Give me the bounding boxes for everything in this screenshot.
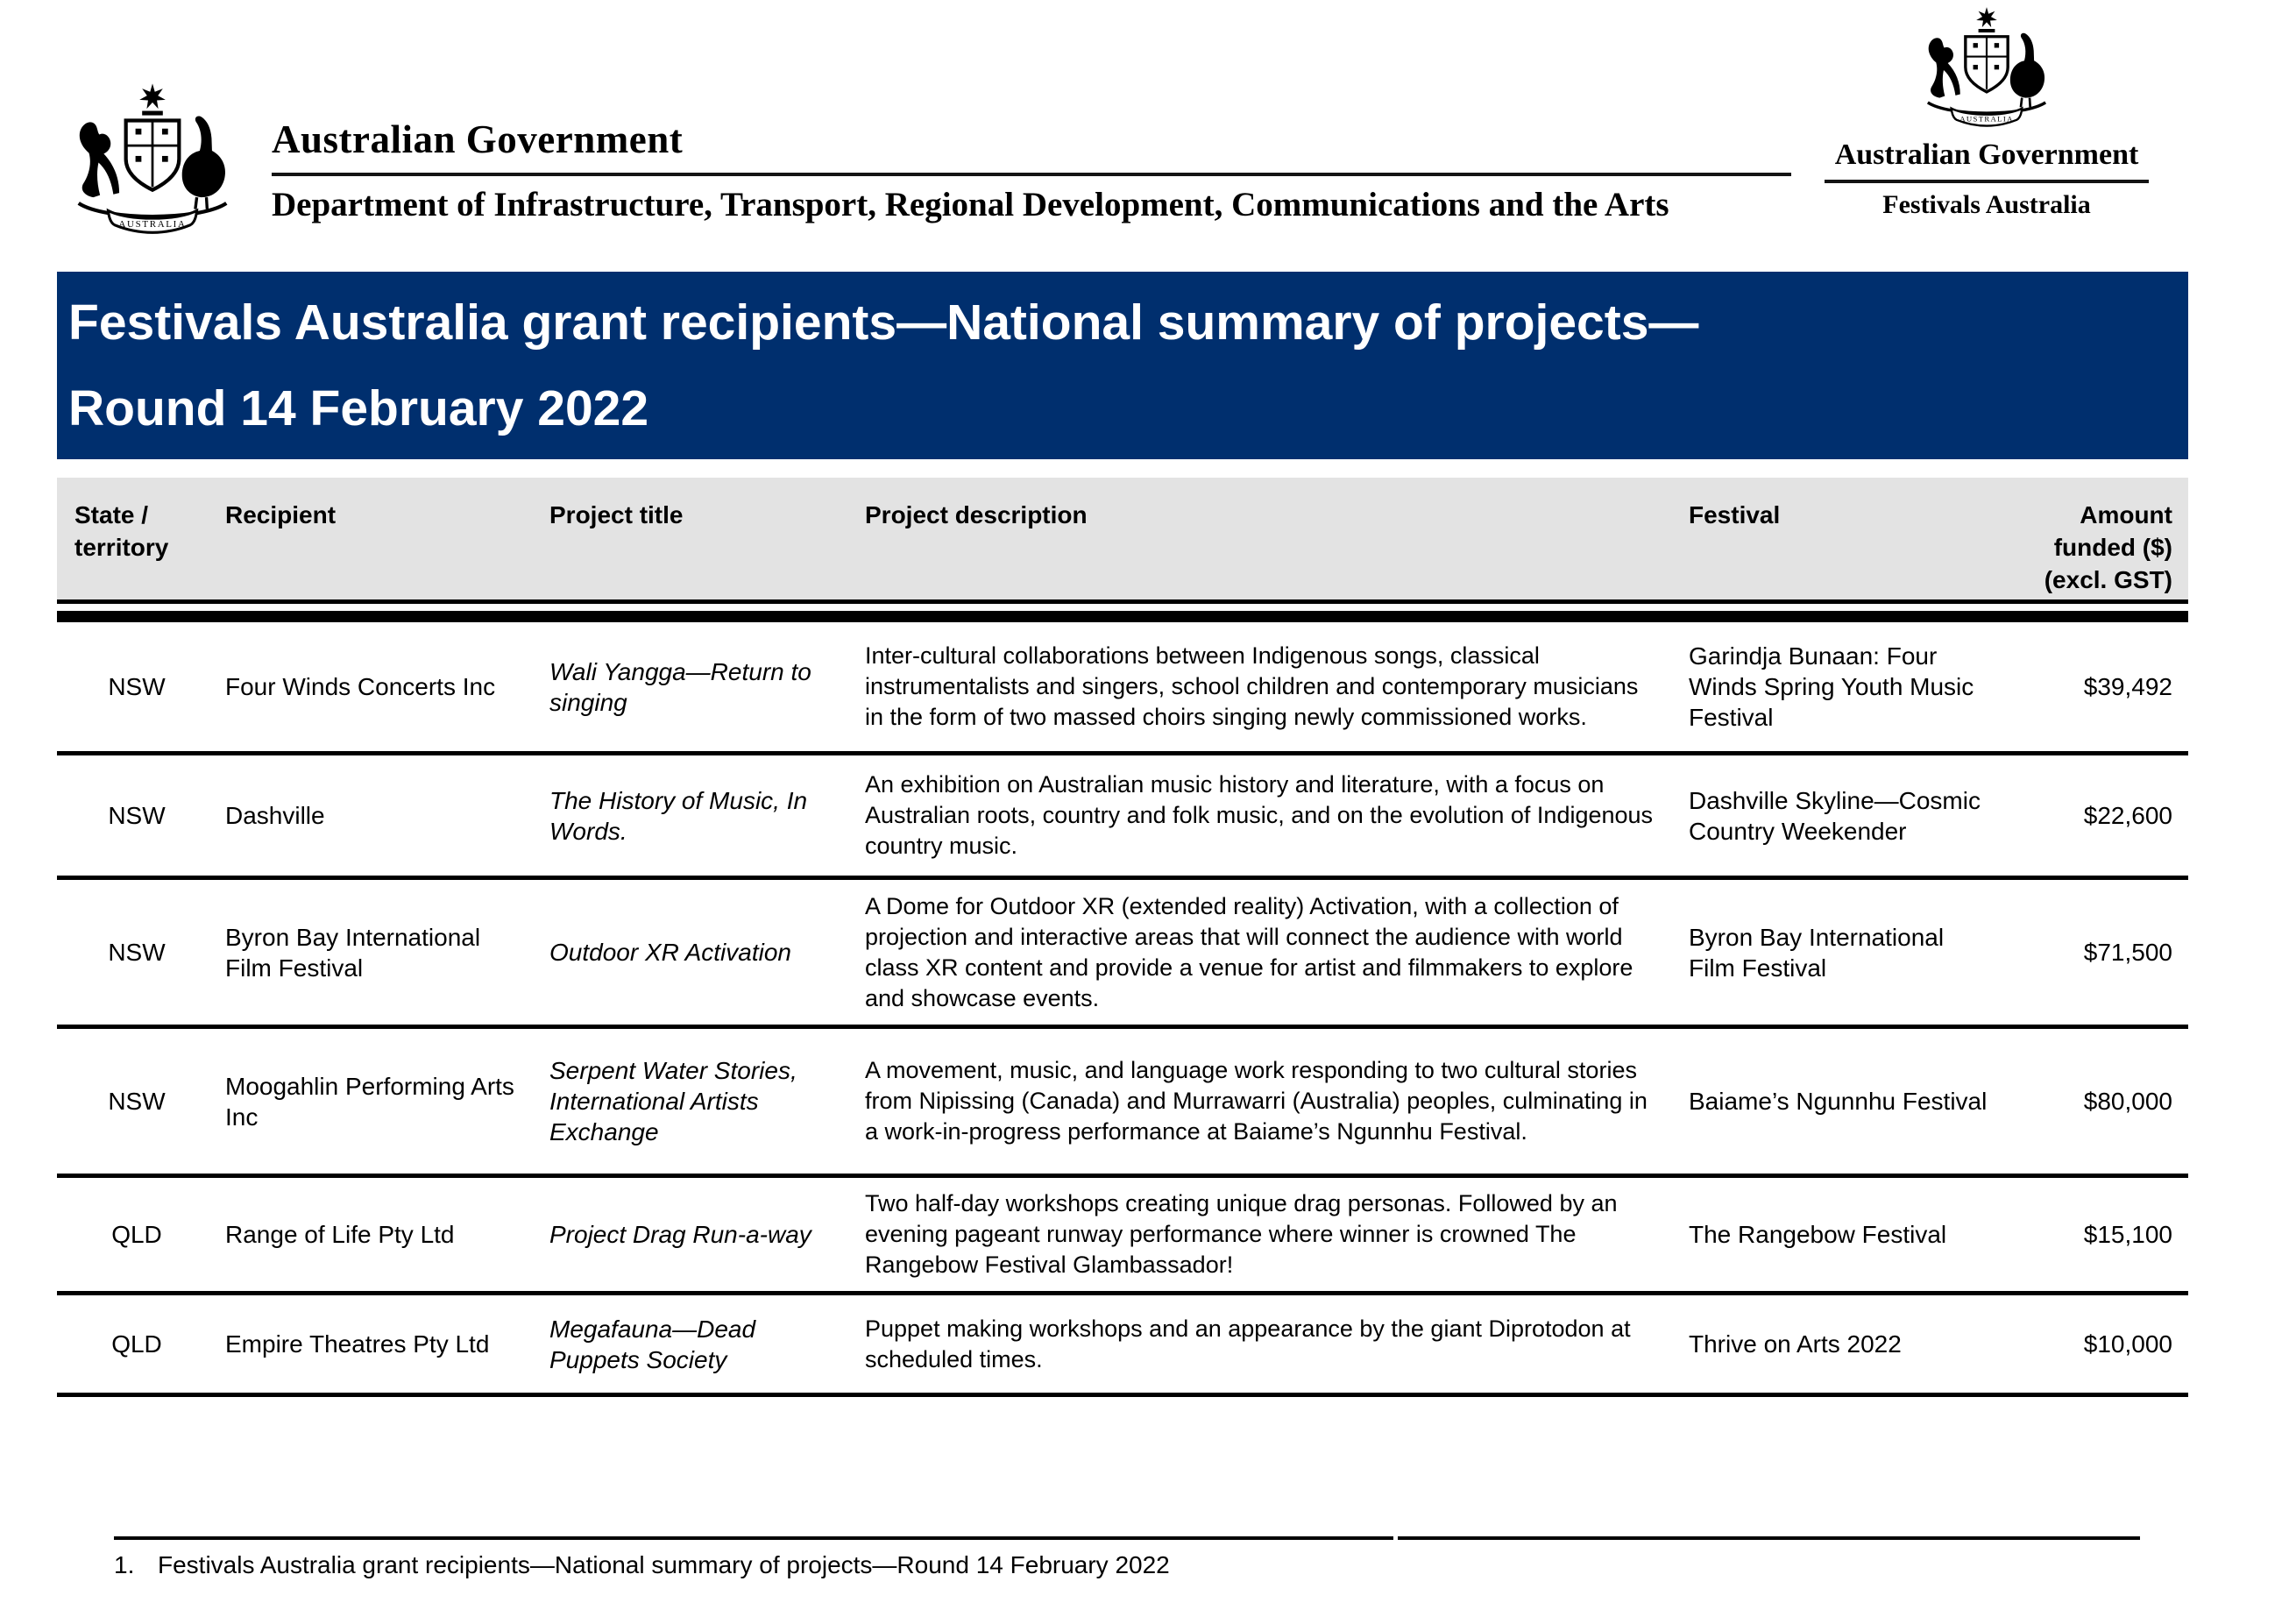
col-header-amount-funded: Amount funded ($) (excl. GST) bbox=[2039, 478, 2188, 602]
masthead-divider-line-right bbox=[1825, 180, 2149, 183]
cell-state: QLD bbox=[57, 1176, 225, 1294]
cell-festival: Dashville Skyline—Cosmic Country Weekender bbox=[1689, 754, 2039, 878]
table-row bbox=[57, 1027, 2188, 1176]
page-title-line2: Round 14 February 2022 bbox=[68, 380, 649, 436]
cell-recipient: Empire Theatres Pty Ltd bbox=[225, 1294, 549, 1395]
cell-project-description: A Dome for Outdoor XR (extended reality) Activation, with a collection of projection and interactive areas that will connect the audience with world class XR content and provide a venue for artist and filmmakers to explore and showcase events. bbox=[865, 878, 1689, 1027]
australian-coat-of-arms-icon bbox=[49, 79, 256, 242]
col-header-project-description: Project description bbox=[865, 478, 1689, 602]
cell-recipient: Moogahlin Performing Arts Inc bbox=[225, 1027, 549, 1176]
header-separator bbox=[57, 602, 2188, 617]
cell-project-description: An exhibition on Australian music history and literature, with a focus on Australian roots, country and folk music, and on the evolution of Indigenous country music. bbox=[865, 754, 1689, 878]
cell-state: NSW bbox=[57, 754, 225, 878]
table-row bbox=[57, 754, 2188, 878]
table-row bbox=[57, 878, 2188, 1027]
table-row bbox=[57, 1176, 2188, 1294]
footnote-text: Festivals Australia grant recipients—National summary of projects—Round 14 February 2022 bbox=[158, 1551, 1170, 1578]
cell-recipient: Range of Life Pty Ltd bbox=[225, 1176, 549, 1294]
grants-table bbox=[57, 478, 2188, 1397]
cell-project-title: Megafauna—Dead Puppets Society bbox=[549, 1294, 865, 1395]
masthead-divider-line bbox=[272, 173, 1791, 176]
table-row bbox=[57, 617, 2188, 754]
cell-state: QLD bbox=[57, 1294, 225, 1395]
cell-festival: Garindja Bunaan: Four Winds Spring Youth Music Festival bbox=[1689, 617, 2039, 754]
cell-amount: $10,000 bbox=[2039, 1294, 2188, 1395]
cell-amount: $39,492 bbox=[2039, 617, 2188, 754]
cell-festival: Baiame’s Ngunnhu Festival bbox=[1689, 1027, 2039, 1176]
cell-project-title: Wali Yangga—Return to singing bbox=[549, 617, 865, 754]
festivals-australia-masthead bbox=[1825, 4, 2149, 220]
footnote bbox=[114, 1536, 2140, 1580]
government-title-right: Australian Government bbox=[1834, 138, 2139, 171]
col-header-recipient: Recipient bbox=[225, 478, 549, 602]
cell-amount: $15,100 bbox=[2039, 1176, 2188, 1294]
footnote-separator bbox=[114, 1536, 2140, 1540]
cell-recipient: Byron Bay International Film Festival bbox=[225, 878, 549, 1027]
program-title: Festivals Australia bbox=[1882, 190, 2091, 219]
cell-state: NSW bbox=[57, 1027, 225, 1176]
cell-project-description: A movement, music, and language work responding to two cultural stories from Nipissing (Canada) and Murrawarri (Australia) peoples, culminating in a work-in-progress performance at Baiame’s Ngunnhu Festival. bbox=[865, 1027, 1689, 1176]
cell-amount: $71,500 bbox=[2039, 878, 2188, 1027]
table-header-row bbox=[57, 478, 2188, 602]
cell-project-description: Puppet making workshops and an appearance by the giant Diprotodon at scheduled times. bbox=[865, 1294, 1689, 1395]
cell-project-title: Project Drag Run-a-way bbox=[549, 1176, 865, 1294]
cell-festival: The Rangebow Festival bbox=[1689, 1176, 2039, 1294]
page-title-line1: Festivals Australia grant recipients—National summary of projects— bbox=[68, 294, 1699, 351]
col-header-project-title: Project title bbox=[549, 478, 865, 602]
cell-amount: $22,600 bbox=[2039, 754, 2188, 878]
department-title: Department of Infrastructure, Transport, Regional Development, Communications and the Arts bbox=[272, 186, 1669, 223]
table-row bbox=[57, 1294, 2188, 1395]
cell-project-title: Outdoor XR Activation bbox=[549, 878, 865, 1027]
cell-amount: $80,000 bbox=[2039, 1027, 2188, 1176]
col-header-festival: Festival bbox=[1689, 478, 2039, 602]
cell-state: NSW bbox=[57, 617, 225, 754]
title-banner bbox=[57, 272, 2188, 459]
australian-coat-of-arms-icon bbox=[1904, 4, 2069, 133]
cell-state: NSW bbox=[57, 878, 225, 1027]
cell-project-title: The History of Music, In Words. bbox=[549, 754, 865, 878]
cell-recipient: Dashville bbox=[225, 754, 549, 878]
cell-project-title: Serpent Water Stories, International Artists Exchange bbox=[549, 1027, 865, 1176]
cell-project-description: Inter-cultural collaborations between Indigenous songs, classical instrumentalists and singers, school children and contemporary musicians in the form of two massed choirs singing newly commissioned works. bbox=[865, 617, 1689, 754]
cell-recipient: Four Winds Concerts Inc bbox=[225, 617, 549, 754]
department-masthead bbox=[272, 117, 1791, 225]
col-header-state-territory: State / territory bbox=[57, 478, 225, 602]
footnote-number: 1. bbox=[114, 1551, 135, 1578]
cell-project-description: Two half-day workshops creating unique drag personas. Followed by an evening pageant runway performance where winner is crowned The Rangebow Festival Glambassador! bbox=[865, 1176, 1689, 1294]
cell-festival: Byron Bay International Film Festival bbox=[1689, 878, 2039, 1027]
government-title: Australian Government bbox=[272, 117, 684, 161]
cell-festival: Thrive on Arts 2022 bbox=[1689, 1294, 2039, 1395]
